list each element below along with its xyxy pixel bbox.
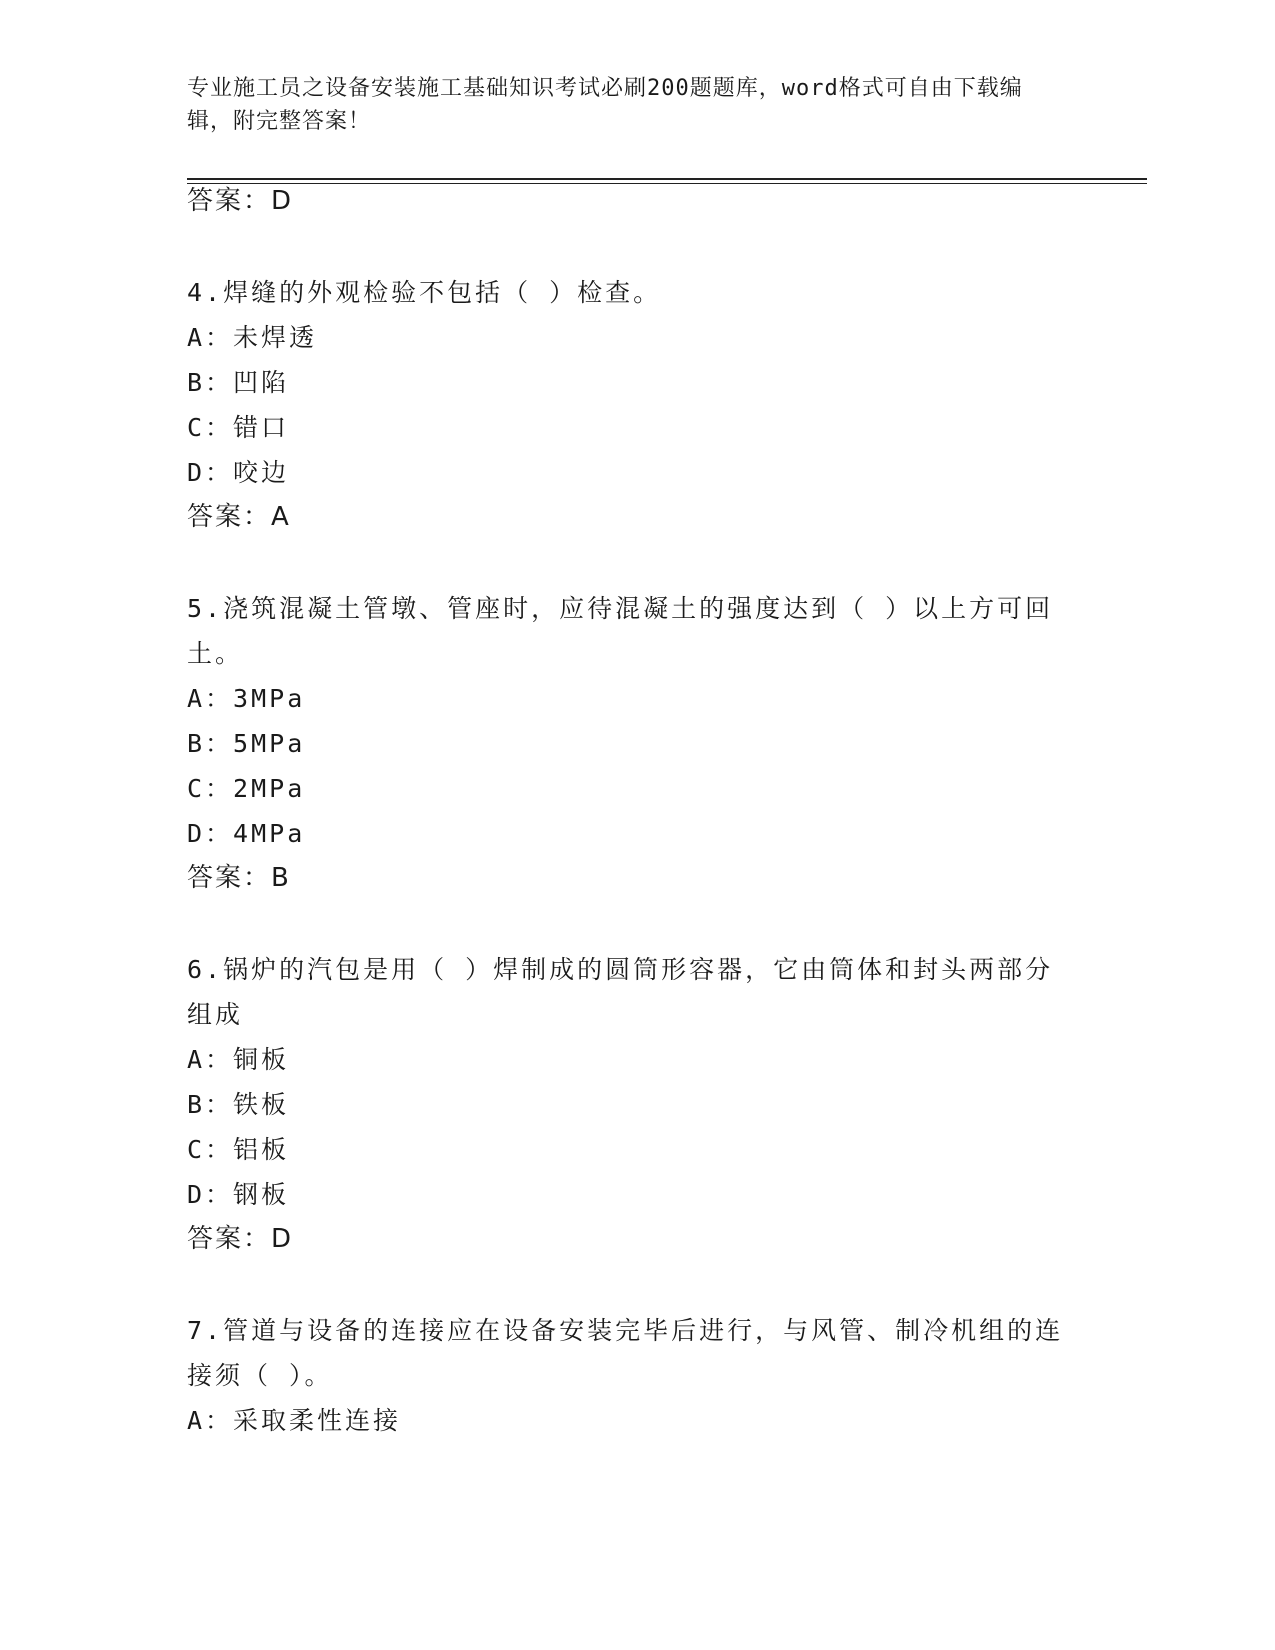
question-stem: 7.管道与设备的连接应在设备安装完毕后进行，与风管、制冷机组的连接须（ ）。 — [187, 1316, 1064, 1390]
option-c: C：2MPa — [187, 774, 306, 803]
spacer — [187, 540, 1067, 586]
option-b: B：5MPa — [187, 729, 306, 758]
spacer — [187, 224, 1067, 270]
question-stem: 4.焊缝的外观检验不包括（ ）检查。 — [187, 278, 662, 307]
question-block — [187, 1308, 1067, 1443]
answer-line: 答案：D — [187, 1224, 294, 1254]
option-a: A：未焊透 — [187, 323, 318, 352]
option-d: D：钢板 — [187, 1180, 290, 1209]
option-b: B：铁板 — [187, 1090, 290, 1119]
option-a: A：铜板 — [187, 1045, 290, 1074]
spacer — [187, 901, 1067, 947]
answer-line: 答案：B — [187, 863, 291, 893]
question-stem: 5.浇筑混凝土管墩、管座时，应待混凝土的强度达到（ ）以上方可回土。 — [187, 594, 1054, 668]
option-b: B：凹陷 — [187, 368, 290, 397]
option-a: A：3MPa — [187, 684, 306, 713]
option-d: D：咬边 — [187, 458, 290, 487]
option-c: C：铝板 — [187, 1135, 290, 1164]
answer-line: 答案：A — [187, 502, 291, 532]
question-block — [187, 270, 1067, 540]
question-block — [187, 586, 1067, 901]
question-block — [187, 947, 1067, 1262]
question-list — [187, 179, 1067, 1443]
document-header: 专业施工员之设备安装施工基础知识考试必刷200题题库，word格式可自由下载编辑，附完整答案！ — [187, 76, 1023, 134]
previous-answer: 答案：D — [187, 186, 294, 216]
option-a: A：采取柔性连接 — [187, 1406, 402, 1435]
question-stem: 6.锅炉的汽包是用（ ）焊制成的圆筒形容器，它由筒体和封头两部分组成 — [187, 955, 1054, 1029]
option-d: D：4MPa — [187, 819, 306, 848]
option-c: C：错口 — [187, 413, 290, 442]
spacer — [187, 1262, 1067, 1308]
